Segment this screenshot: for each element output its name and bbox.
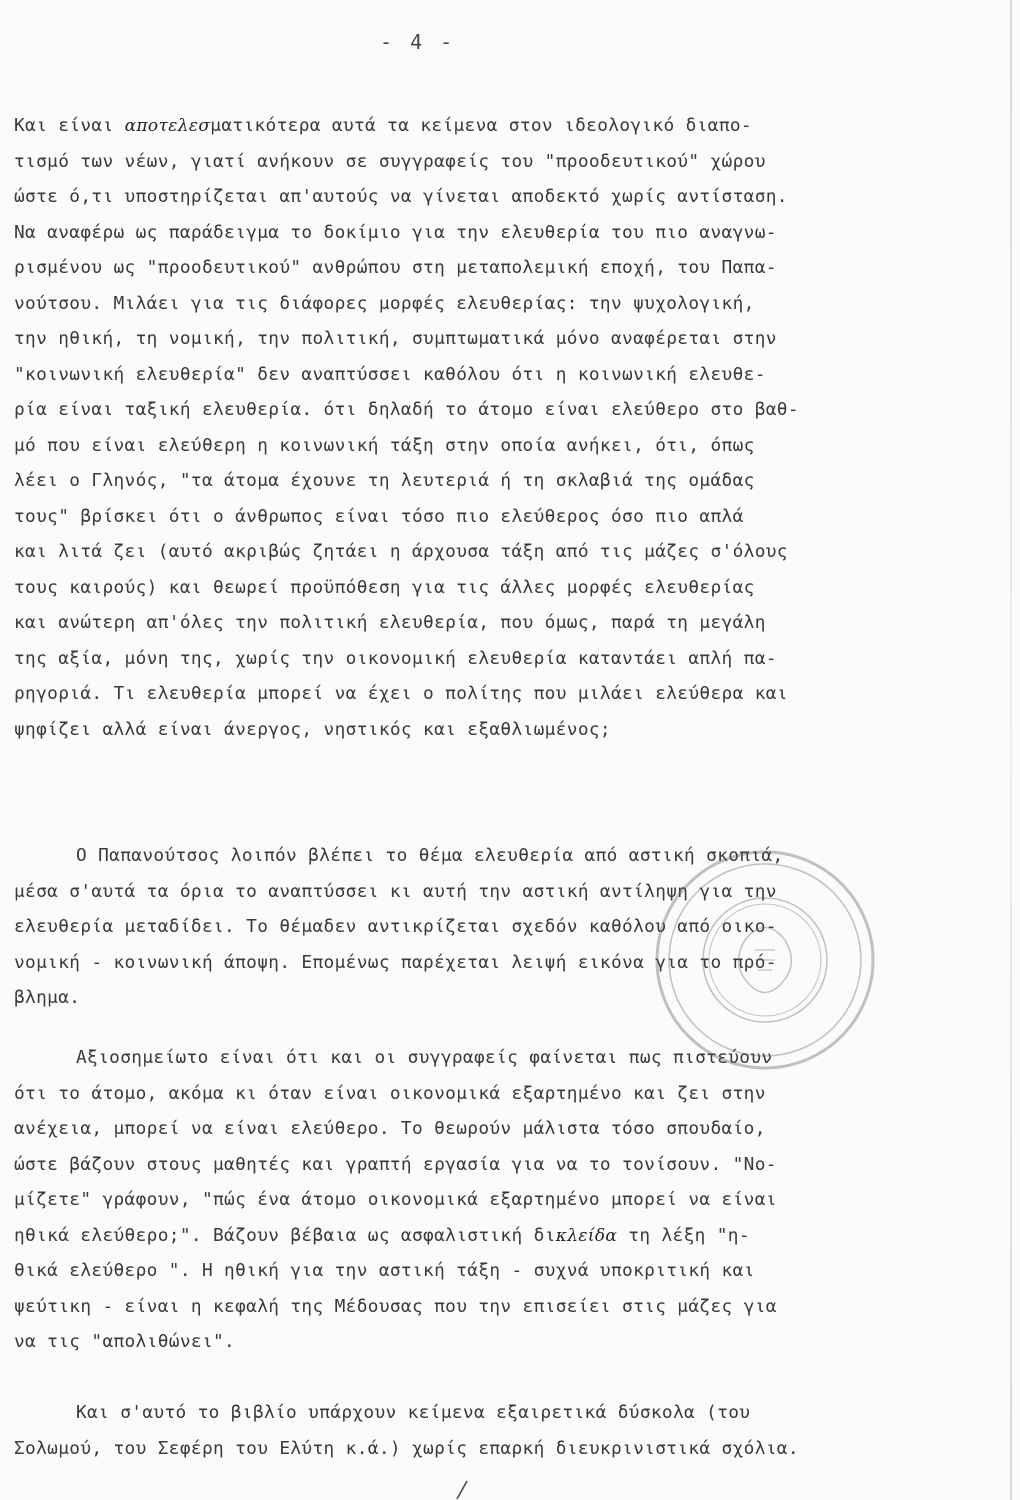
text-line <box>14 428 989 464</box>
line-text: ελευθερία μεταδίδει. Το θέμαδεν αντικρίζεται σχεδόν καθόλου από οικο- <box>14 916 777 937</box>
line-text: Σολωμού, του Σεφέρη του Ελύτη κ.ά.) χωρίς επαρκή διευκρινιστικά σχόλια. <box>14 1437 799 1459</box>
line-text: θικά ελεύθερο ". Η ηθική για την αστική τάξη - συχνά υποκριτική και <box>14 1260 755 1281</box>
paragraph <box>14 1395 989 1466</box>
text-line <box>14 1253 989 1289</box>
text-line <box>14 1289 989 1325</box>
text-line <box>14 534 989 570</box>
line-text: μέσα σ'αυτά τα όρια το αναπτύσσει κι αυτή την αστική αντίληψη για την <box>14 880 777 902</box>
institution-stamp-seal <box>650 845 880 1075</box>
paragraph <box>14 1040 989 1360</box>
page-number: - 4 - <box>380 30 456 54</box>
paragraph <box>14 108 989 747</box>
line-text: μίζετε" γράφουν, "πώς ένα άτομο οικονομικά εξαρτημένο μπορεί να είναι <box>14 1189 777 1210</box>
line-text: νούτσου. Μιλάει για τις διάφορες μορφές ελευθερίας: την ψυχολογική, <box>14 292 755 314</box>
line-text: λέει ο Γληνός, "τα άτομα έχουνε τη λευτεριά ή τη σκλαβιά της ομάδας <box>14 470 755 491</box>
text-line <box>14 463 989 499</box>
text-line <box>14 250 989 286</box>
line-text: τους καιρούς) και θεωρεί προϋπόθεση για τις άλλες μορφές ελευθερίας <box>14 576 755 598</box>
text-line <box>14 499 989 535</box>
page-edge-shadow <box>1010 0 1012 1500</box>
text-line <box>14 570 989 606</box>
line-text: της αξία, μόνη της, χωρίς την οικονομική ελευθερία καταντάει απλή πα- <box>14 647 777 669</box>
line-text: Αξιοσημείωτο είναι ότι και οι συγγραφείς φαίνεται πως πιστεύουν <box>76 1047 773 1068</box>
pen-mark <box>455 1480 469 1500</box>
text-line <box>14 1395 989 1431</box>
text-line <box>14 1111 989 1147</box>
line-text: Ο Παπανούτσος λοιπόν βλέπει το θέμα ελευθερία από αστική σκοπιά, <box>76 845 784 866</box>
text-line <box>14 641 989 677</box>
line-text: και λιτά ζει (αυτό ακριβώς ζητάει η άρχουσα τάξη από τις μάζες σ'όλους <box>14 541 788 562</box>
line-text: Και είναι <box>14 115 125 136</box>
line-text: "κοινωνική ελευθερία" δεν αναπτύσσει καθόλου ότι η κοινωνική ελευθε- <box>14 363 766 385</box>
text-line <box>14 144 989 180</box>
text-line <box>14 1182 989 1218</box>
line-text: ώστε βάζουν στους μαθητές και γραπτή εργασία για να το τονίσουν. "Νο- <box>14 1153 777 1175</box>
text-line <box>14 1076 989 1112</box>
line-text: τισμό των νέων, γιατί ανήκουν σε συγγραφείς του "προοδευτικού" χώρου <box>14 150 766 172</box>
text-line <box>14 1218 989 1254</box>
text-line <box>14 215 989 251</box>
text-line <box>14 179 989 215</box>
handwritten-insertion: αποτελεσ <box>124 116 211 136</box>
line-text: ψεύτικη - είναι η κεφαλή της Μέδουσας που την επισείει στις μάζες για <box>14 1295 777 1317</box>
text-line <box>14 676 989 712</box>
line-text: ρία είναι ταξική ελευθερία. ότι δηλαδή το άτομο είναι ελεύθερο στο βαθ- <box>14 399 799 420</box>
text-line <box>14 1147 989 1183</box>
line-text: ψηφίζει αλλά είναι άνεργος, νηστικός και εξαθλιωμένος; <box>14 718 611 740</box>
line-text: Και σ'αυτό το βιβλίο υπάρχουν κείμενα εξαιρετικά δύσκολα (του <box>76 1402 751 1423</box>
text-line <box>14 392 989 428</box>
text-line <box>14 321 989 357</box>
text-line <box>14 286 989 322</box>
line-text: νομική - κοινωνική άποψη. Επομένως παρέχεται λειψή εικόνα για το πρό- <box>14 951 777 973</box>
text-line <box>14 1431 989 1467</box>
line-text: ρισμένου ως "προοδευτικού" ανθρώπου στη μεταπολεμική εποχή, του Παπα- <box>14 257 777 278</box>
line-text: μό που είναι ελεύθερη η κοινωνική τάξη στην οποία ανήκει, ότι, όπως <box>14 434 755 456</box>
text-line <box>14 605 989 641</box>
text-line <box>14 1324 989 1360</box>
line-text: και ανώτερη απ'όλες την πολιτική ελευθερία, που όμως, παρά τη μεγάλη <box>14 612 766 633</box>
handwritten-insertion: κλείδα <box>555 1225 618 1246</box>
text-line <box>14 108 989 144</box>
line-text: να τις "απολιθώνει". <box>14 1331 236 1352</box>
line-text: τους" βρίσκει ότι ο άνθρωπος είναι τόσο πιο ελεύθερος όσο πιο απλά <box>14 505 744 527</box>
text-line <box>14 357 989 393</box>
line-text: ώστε ό,τι υποστηρίζεται απ'αυτούς να γίνεται αποδεκτό χωρίς αντίσταση. <box>14 186 788 207</box>
line-text: τη λέξη "η- <box>617 1224 750 1246</box>
line-text: ανέχεια, μπορεί να είναι ελεύθερο. Το θεωρούν μάλιστα τόσο σπουδαίο, <box>14 1118 766 1139</box>
line-text: ρηγοριά. Τι ελευθερία μπορεί να έχει ο πολίτης που μιλάει ελεύθερα και <box>14 683 788 704</box>
line-text: Να αναφέρω ως παράδειγμα το δοκίμιο για την ελευθερία του πιο αναγνω- <box>14 221 777 243</box>
line-text: βλημα. <box>14 987 81 1008</box>
text-line <box>14 712 989 748</box>
line-text: ηθικά ελεύθερο;". Βάζουν βέβαια ως ασφαλιστική δι <box>14 1224 556 1246</box>
line-text: ότι το άτομο, ακόμα κι όταν είναι οικονομικά εξαρτημένο και ζει στην <box>14 1082 766 1104</box>
line-text: ματικότερα αυτά τα κείμενα στον ιδεολογικό διαπο- <box>210 115 752 136</box>
line-text: την ηθική, τη νομική, την πολιτική, συμπτωματικά μόνο αναφέρεται στην <box>14 328 777 349</box>
